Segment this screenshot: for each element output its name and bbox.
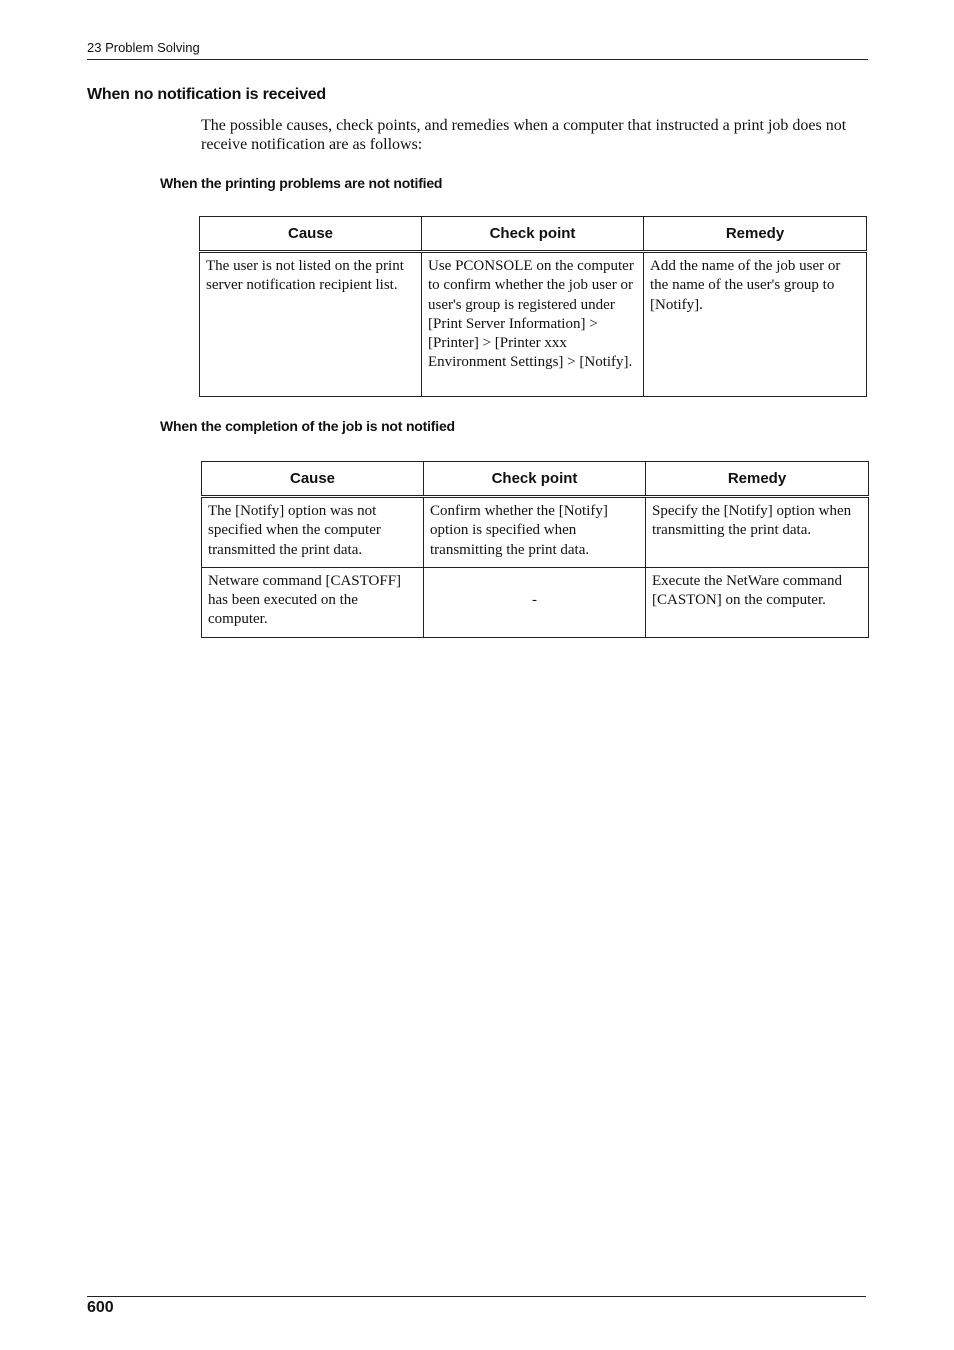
job-completion-table <box>201 461 869 638</box>
page-number: 600 <box>87 1296 866 1317</box>
cell-remedy: Add the name of the job user or the name of the user's group to [Notify]. <box>644 252 867 397</box>
column-header-remedy: Remedy <box>644 217 867 252</box>
intro-paragraph: The possible causes, check points, and remedies when a computer that instructed a print job does not receive notification are as follows: <box>201 117 847 153</box>
column-header-cause: Cause <box>202 462 424 497</box>
running-header: 23 Problem Solving <box>87 40 868 60</box>
table-header-row <box>200 217 867 252</box>
subsection-title-printing-problems: When the printing problems are not notified <box>160 175 443 191</box>
table-row <box>200 252 867 397</box>
table-row <box>202 567 869 637</box>
cell-cause: The [Notify] option was not specified when the computer transmitted the print data. <box>202 497 424 568</box>
cell-cause: The user is not listed on the print server notification recipient list. <box>200 252 422 397</box>
cell-check-point: - <box>424 567 646 637</box>
column-header-cause: Cause <box>200 217 422 252</box>
printing-problems-table <box>199 216 867 397</box>
cell-remedy: Execute the NetWare command [CASTON] on the computer. <box>646 567 869 637</box>
table-row <box>202 497 869 568</box>
section-title: When no notification is received <box>87 86 326 103</box>
cell-remedy: Specify the [Notify] option when transmitting the print data. <box>646 497 869 568</box>
cell-check-point: Use PCONSOLE on the computer to confirm whether the job user or user's group is registered under [Print Server Information] > [Printer] > [Printer xxx Environment Settings] > [Notify]. <box>422 252 644 397</box>
table-header-row <box>202 462 869 497</box>
subsection-title-job-completion: When the completion of the job is not notified <box>160 418 455 434</box>
column-header-check-point: Check point <box>422 217 644 252</box>
cell-cause: Netware command [CASTOFF] has been executed on the computer. <box>202 567 424 637</box>
column-header-check-point: Check point <box>424 462 646 497</box>
cell-check-point: Confirm whether the [Notify] option is specified when transmitting the print data. <box>424 497 646 568</box>
column-header-remedy: Remedy <box>646 462 869 497</box>
